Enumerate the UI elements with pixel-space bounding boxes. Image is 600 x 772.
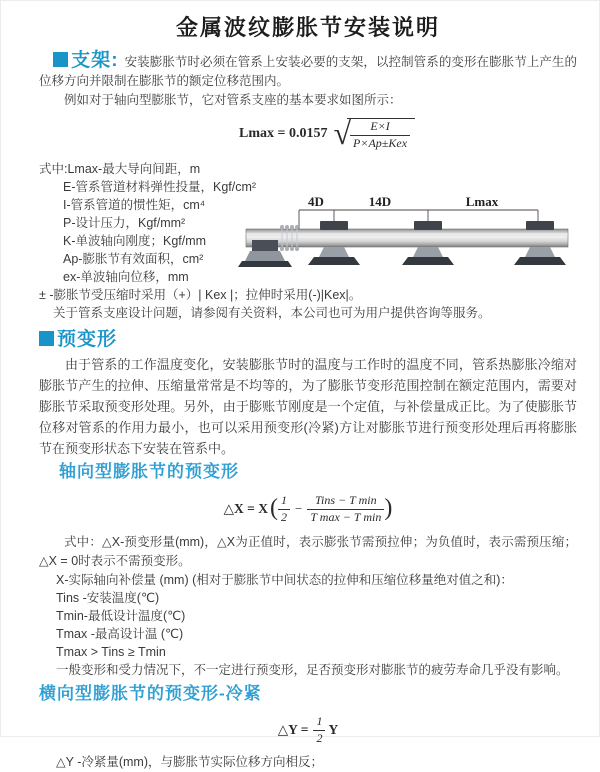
- section-bullet-icon: [39, 331, 54, 346]
- formula-lateral-variable: Y: [328, 722, 339, 737]
- radical-sign: √: [333, 115, 352, 151]
- fraction-denominator: P×Ap±Kex: [353, 135, 408, 150]
- formula-lmax: [239, 116, 577, 152]
- subsection-heading-lateral: 横向型膨胀节的预变形-冷紧: [39, 684, 262, 703]
- subsection-heading-axial: 轴向型膨胀节的预变形: [59, 462, 239, 481]
- lateral-note-line: △Y -冷紧量(mm)，与膨胀节实际位移方向相反；: [56, 755, 324, 769]
- radical-expression: [333, 115, 415, 151]
- axial-item: Tins -安装温度(℃): [56, 591, 160, 605]
- dim-label-lmax: Lmax: [465, 194, 499, 209]
- section-heading-support-label: 支架:: [71, 50, 119, 71]
- section-heading-predeform-label: 预变形: [57, 329, 118, 350]
- axial-item: X-实际轴向补偿量 (mm) (相对于膨胀节中间状态的拉伸和压缩位移量绝对值之和)：: [56, 573, 513, 587]
- fraction-numerator: 1: [278, 494, 290, 510]
- formula-lateral-lhs: △Y =: [277, 722, 309, 737]
- support-example-line: 例如对于轴向型膨胀节，它对管系支座的基本要求如图所示：: [64, 93, 402, 107]
- fraction-temperature: [307, 494, 384, 525]
- definition-line: P-设计压力，Kgf/mm²: [63, 216, 186, 230]
- fraction-denominator: 2: [316, 730, 323, 745]
- axial-item: Tmax -最高设计温 (℃): [56, 627, 184, 641]
- fraction-numerator: 1: [313, 715, 325, 731]
- axial-item: Tmin-最低设计温度(℃): [56, 609, 186, 623]
- axial-explain-paragraph: 式中：△X-预变形量(mm)，△X为正值时，表示膨张节需预拉伸；为负值时，表示需预压缩；△X = 0时表示不需预变形。: [39, 535, 577, 568]
- definition-line: I-管系管道的惯性矩，cm⁴: [63, 198, 206, 212]
- support-note-line: 关于管系支座设计问题，请参阅有关资料，本公司也可为用户提供咨询等服务。: [53, 306, 491, 320]
- fraction: [350, 120, 410, 151]
- dim-label-4d: 4D: [308, 194, 324, 209]
- fraction-numerator: E×I: [350, 120, 410, 136]
- fraction-numerator: Tins − T min: [307, 494, 384, 510]
- pipe: [246, 229, 568, 247]
- axial-item: Tmax > Tins ≥ Tmin: [56, 645, 166, 659]
- section-bullet-icon: [53, 52, 68, 67]
- formula-lateral-coldpull: [39, 715, 577, 745]
- open-paren: (: [269, 494, 278, 521]
- axial-item: 一般变形和受力情况下，不一定进行预变形，足否预变形对膨胀节的疲劳寿命几乎没有影响。: [56, 663, 569, 677]
- section-heading-support: [53, 50, 119, 71]
- minus-operator: −: [294, 501, 303, 516]
- definition-line: E-管系管道材料弹性投量，Kgf/cm²: [63, 180, 257, 194]
- radical-body: [347, 118, 415, 151]
- predeform-paragraph: 由于管系的工作温度变化，安装膨胀节时的温度与工作时的温度不同，管系热膨胀冷缩对膨胀节产生的拉伸、压缩量常常是不均等的，为了膨胀节变形范围控制在额定范围内，需要对膨胀节采取预变形处理。另外，由于膨账节刚度是一个定值，与补偿量成正比。为了使膨胀节位移对管系的作用力最小，也可以采用预变形(冷紧)方让对膨胀节进行预变形处理后再将膨胀节在预变形状态下安装在管系中。: [39, 357, 577, 456]
- definition-line: ex-单波轴向位移，mm: [63, 270, 189, 284]
- pipe-support-diagram: [244, 193, 594, 288]
- fraction-denominator: T max − T min: [310, 509, 382, 524]
- section-heading-predeform: [39, 328, 577, 352]
- definition-line: ± -膨胀节受压缩时采用（+）| Kex |；拉伸时采用(-)|Kex|。: [39, 288, 362, 302]
- support-body-text: 安装膨胀节时必须在管系上安装必要的支架，以控制管系的变形在膨胀节上产生的位移方向并限制在膨胀节的额定位移范围内。: [39, 55, 578, 88]
- fraction-half: [313, 715, 325, 746]
- fraction-half: [278, 494, 290, 525]
- pipe-support-diagram-svg: [244, 193, 594, 288]
- definition-line: K-单波轴向刚度；Kgf/mm: [63, 234, 207, 248]
- support-paragraph: [39, 51, 577, 91]
- page-title: 金属波纹膨胀节安装说明: [175, 15, 440, 40]
- formula-lmax-lhs: Lmax = 0.0157: [239, 126, 328, 141]
- dim-label-14d: 14D: [368, 194, 392, 209]
- formula-axial-predeform: [39, 491, 577, 527]
- definition-line: 式中:Lmax-最大导向间距，m: [39, 162, 201, 176]
- formula-axial-lhs: △X = X: [223, 501, 268, 516]
- axial-items-list: [56, 571, 577, 679]
- fraction-denominator: 2: [280, 509, 287, 524]
- definition-line: Ap-膨胀节有效面积，cm²: [63, 252, 204, 266]
- close-paren: ): [384, 494, 393, 521]
